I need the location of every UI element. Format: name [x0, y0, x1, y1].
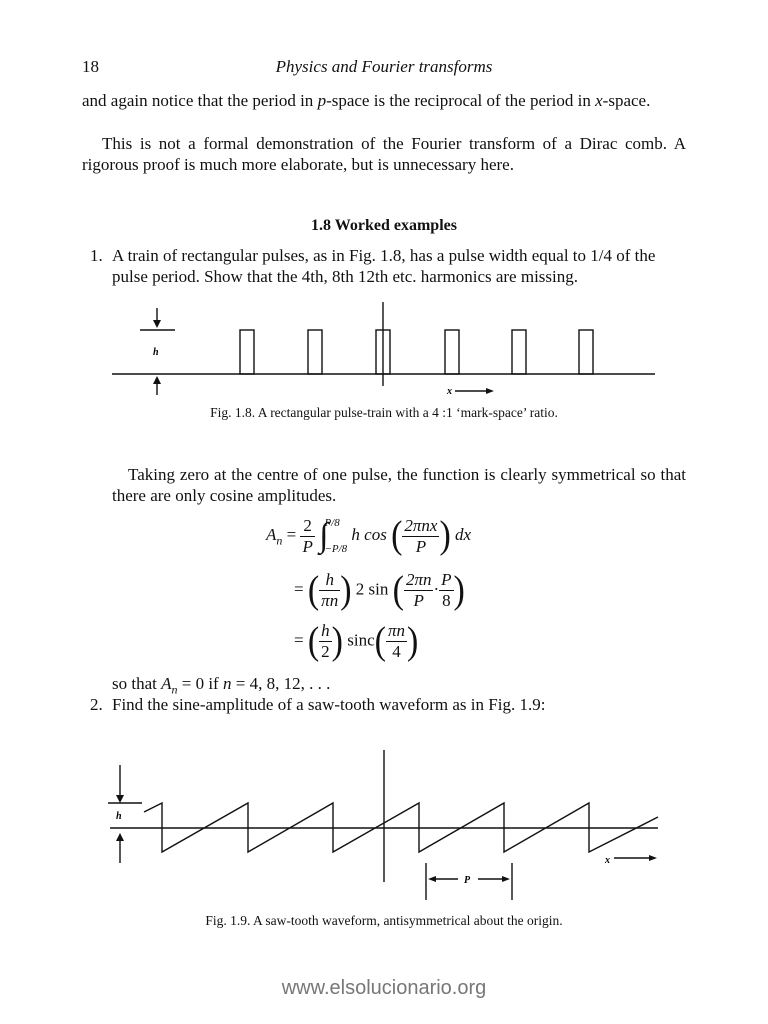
fig19-x-arrowhead — [649, 855, 657, 861]
fig18-arrowhead-up — [153, 376, 161, 384]
equation-3: = ( $\frac{h}{2}$ ) sinc( $\frac{\pi n}{4}$ ) — [294, 619, 419, 663]
watermark: www.elsolucionario.org — [281, 977, 487, 999]
figure-1-9 — [100, 745, 670, 910]
equation-2: = ( $\frac{h}{\pi n}$ ) 2 sin ( $\frac{2\pi n}{P}$ · $\frac{P}{8}$ ) — [294, 568, 465, 612]
fig19-arrowhead-up — [116, 833, 124, 841]
solution-1-conclusion: so that $A_n = 0$ if n = 4, 8, 12, . . . — [112, 674, 331, 697]
figure-1-9-caption: Fig. 1.9. A saw-tooth waveform, antisymmetrical about the origin. — [205, 913, 563, 928]
example-2-text: Find the sine-amplitude of a saw-tooth waveform as in Fig. 1.9: — [112, 695, 546, 714]
fig19-label-h: h — [116, 811, 122, 822]
fig19-arrowhead-down — [116, 795, 124, 803]
equation-1: $A_n$ = $\frac{2}{P}$ ∫ P/8 −P/8 h cos ( $\frac{\text{2πnx}}{P}$ ) dx — [266, 514, 472, 557]
page-number: 18 — [82, 57, 99, 76]
fig19-label-p: P — [464, 875, 471, 886]
example-1-number: 1. — [90, 246, 103, 265]
intro-paragraph-1: and again notice that the period in p-space is the reciprocal of the period in x-space. — [82, 91, 651, 110]
figure-1-8-caption: Fig. 1.8. A rectangular pulse-train with a 4 :1 ‘mark-space’ ratio. — [210, 405, 558, 420]
fig19-period-arrowhead-right — [502, 876, 510, 882]
fig18-x-arrowhead — [486, 388, 494, 394]
fig19-period-arrowhead-left — [428, 876, 436, 882]
fig18-arrowhead-down — [153, 320, 161, 328]
example-2 — [90, 694, 688, 716]
fig18-label-x: x — [447, 386, 452, 397]
fig18-pulses — [240, 330, 593, 374]
fig19-label-x: x — [605, 855, 610, 866]
fig18-label-h: h — [153, 347, 159, 358]
intro-paragraph-2: This is not a formal demonstration of the Fourier transform of a Dirac comb. A rigorous proof is much more elaborate, but is unnecessary here. — [82, 134, 686, 174]
figure-1-8 — [100, 300, 670, 400]
example-1 — [90, 245, 688, 289]
example-1-text: A train of rectangular pulses, as in Fig. 1.8, has a pulse width equal to 1/4 of the pulse period. Show that the 4th, 8th 12th etc. harmonics are missing. — [112, 246, 656, 286]
section-heading: 1.8 Worked examples — [311, 217, 457, 234]
example-2-number: 2. — [90, 695, 103, 714]
solution-1-text: Taking zero at the centre of one pulse, the function is clearly symmetrical so that there are only cosine amplitudes. — [112, 465, 686, 505]
running-title: Physics and Fourier transforms — [275, 57, 493, 76]
